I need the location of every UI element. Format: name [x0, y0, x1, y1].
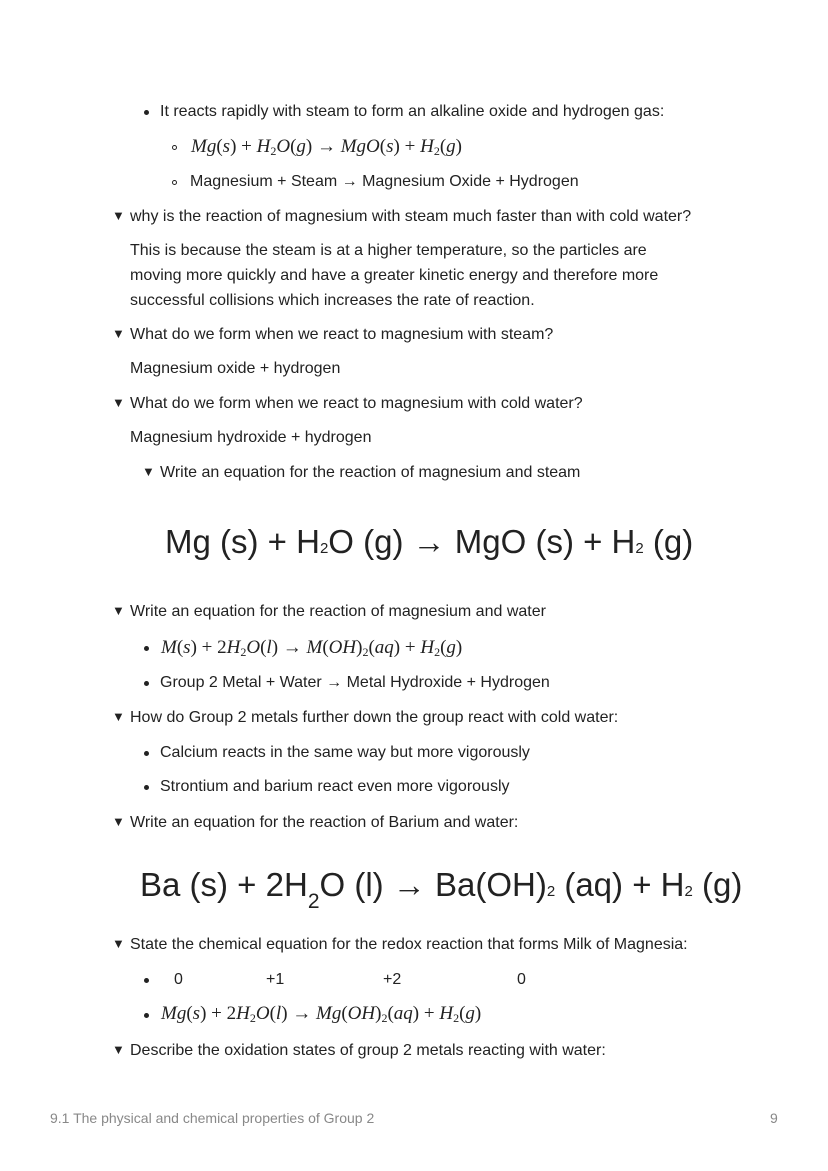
toggle-triangle-icon[interactable]: ▼ [112, 709, 125, 724]
water-word-equation: Group 2 Metal + Water → Metal Hydroxide + Hydrogen [160, 674, 550, 691]
oxidation-state-mg-product: +2 [383, 971, 402, 988]
steam-reaction-point: It reacts rapidly with steam to form an alkaline oxide and hydrogen gas: [160, 103, 665, 120]
question-equation-barium: Write an equation for the reaction of Barium and water: [130, 814, 519, 831]
toggle-triangle-icon[interactable]: ▼ [112, 814, 125, 829]
answer-strontium: Strontium and barium react even more vigorously [160, 778, 510, 795]
bullet-icon [144, 646, 149, 651]
question-describe-oxidation: Describe the oxidation states of group 2 metals reacting with water: [130, 1042, 606, 1059]
answer-calcium: Calcium reacts in the same way but more vigorously [160, 744, 530, 761]
answer-why-faster-line-1: This is because the steam is at a higher temperature, so the particles are [130, 242, 647, 259]
bullet-icon [144, 978, 149, 983]
oxidation-state-mg: 0 [174, 971, 183, 988]
question-equation-steam: Write an equation for the reaction of magnesium and steam [160, 464, 581, 481]
mg-steam-equation-image: Mg (s) + H2O (g) → MgO (s) + H2 (g) [165, 523, 694, 560]
bullet-icon [144, 681, 149, 686]
question-form-steam: What do we form when we react to magnesium with steam? [130, 326, 554, 343]
oxidation-state-h-reactant: +1 [266, 971, 285, 988]
answer-form-cold: Magnesium hydroxide + hydrogen [130, 429, 372, 446]
answer-why-faster-line-3: successful collisions which increases the rate of reaction. [130, 292, 535, 309]
sub-bullet-icon [172, 145, 177, 150]
toggle-triangle-icon[interactable]: ▼ [112, 395, 125, 410]
sub-bullet-icon [172, 180, 177, 185]
answer-why-faster-line-2: moving more quickly and have a greater kinetic energy and therefore more [130, 267, 659, 284]
toggle-triangle-icon[interactable]: ▼ [112, 603, 125, 618]
toggle-triangle-icon[interactable]: ▼ [112, 326, 125, 341]
answer-form-steam: Magnesium oxide + hydrogen [130, 360, 341, 377]
barium-equation-image: Ba $(s) + 2H_2O$ (l) → Ba(OH)2 (aq) + H2 (g) [140, 866, 743, 913]
question-redox: State the chemical equation for the redox reaction that forms Milk of Magnesia: [130, 936, 688, 953]
toggle-triangle-icon[interactable]: ▼ [142, 464, 155, 479]
bullet-icon [144, 751, 149, 756]
page-number: 9 [770, 1110, 778, 1126]
question-why-faster: why is the reaction of magnesium with steam much faster than with cold water? [130, 208, 692, 225]
toggle-triangle-icon[interactable]: ▼ [112, 1042, 125, 1057]
steam-word-equation: Magnesium + Steam → Magnesium Oxide + Hydrogen [190, 173, 579, 190]
bullet-icon [144, 110, 149, 115]
question-equation-water: Write an equation for the reaction of magnesium and water [130, 603, 546, 620]
oxidation-state-h-product: 0 [517, 971, 526, 988]
milk-of-magnesia-equation-math: $Mg(s) + 2H_2O(l) \to Mg(OH)_2(aq) + H_2(g)$ [161, 1003, 482, 1025]
bullet-icon [144, 1013, 149, 1018]
mgo-equation-math: $Mg(s) + H_2O(g) \to MgO(s) + H_2(g)$ [191, 136, 462, 158]
bullet-icon [144, 785, 149, 790]
toggle-triangle-icon[interactable]: ▼ [112, 936, 125, 951]
metal-water-equation-math: $M(s) + 2H_2O(l) \to M(OH)_2(aq) + H_2(g)$ [161, 637, 463, 659]
footer-title: 9.1 The physical and chemical properties of Group 2 [50, 1110, 375, 1126]
question-group-down: How do Group 2 metals further down the group react with cold water: [130, 709, 619, 726]
question-form-cold: What do we form when we react to magnesium with cold water? [130, 395, 583, 412]
toggle-triangle-icon[interactable]: ▼ [112, 208, 125, 223]
